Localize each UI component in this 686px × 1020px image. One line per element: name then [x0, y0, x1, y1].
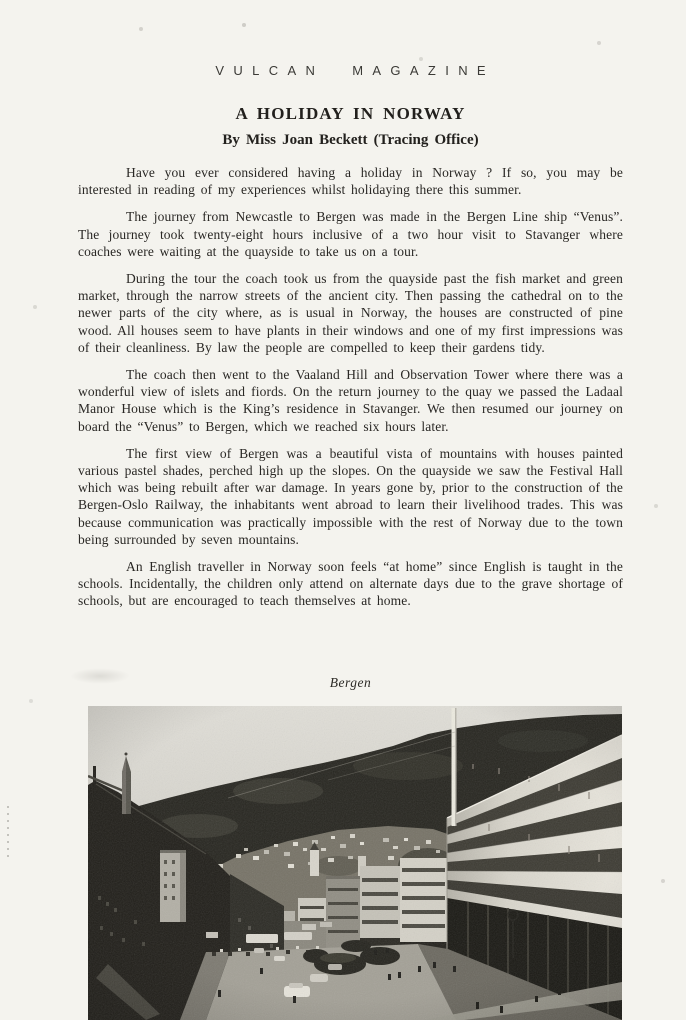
article-byline: By Miss Joan Beckett (Tracing Office) — [222, 132, 479, 148]
article-paragraph: The journey from Newcastle to Bergen was made in the Bergen Line ship “Venus”. The journey took twenty-eight hours inclusive of a two hour visit to Stavanger where coaches were waiting at the quayside to take us on a tour. — [78, 209, 623, 259]
article-body — [78, 164, 623, 620]
bergen-photo — [88, 706, 622, 1020]
article-paragraph: An English traveller in Norway soon feels “at home” since English is taught in the schools. Incidentally, the children only attend on alternate days due to the grave shortage of schools, but are encouraged to teach themselves at home. — [78, 559, 623, 609]
photo-caption: Bergen — [329, 675, 372, 690]
article-paragraph: During the tour the coach took us from the quayside past the fish market and green market, through the narrow streets of the ancient city. Then passing the cathedral on to the newer parts of the city where, as is usual in Norway, the houses are constructed of pine wood. All houses seem to have plants in their windows and one of my first impressions was of their cleanliness. By law the people are compelled to keep their gardens tidy. — [78, 271, 623, 355]
magazine-masthead: VULCAN MAGAZINE — [215, 63, 495, 78]
scan-specks — [0, 0, 2, 2]
scan-artifact — [70, 668, 130, 684]
article-title: A HOLIDAY IN NORWAY — [235, 104, 466, 123]
article-paragraph: The first view of Bergen was a beautiful vista of mountains with houses painted various pastel shades, perched high up the slopes. On the quayside we saw the Festival Hall which was being rebuilt after war damage. In years gone by, prior to the construction of the Bergen-Oslo Railway, the inhabitants went abroad to learn their livelihood trades. This was because communication was practically impossible with the rest of Norway due to the town being surrounded by seven mountains. — [78, 445, 623, 547]
photo-grain — [88, 706, 622, 1020]
scan-artifact — [7, 806, 9, 858]
article-paragraph: Have you ever considered having a holiday in Norway ? If so, you may be interested in reading of my experiences whilst holidaying there this summer. — [78, 165, 623, 198]
article-paragraph: The coach then went to the Vaaland Hill and Observation Tower where there was a wonderful view of islets and fiords. On the return journey to the quay we passed the Ladaal Manor House which is the King’s residence in Stavanger. We then resumed our journey on board the “Venus” to Bergen, which we reached six hours later. — [78, 367, 623, 434]
